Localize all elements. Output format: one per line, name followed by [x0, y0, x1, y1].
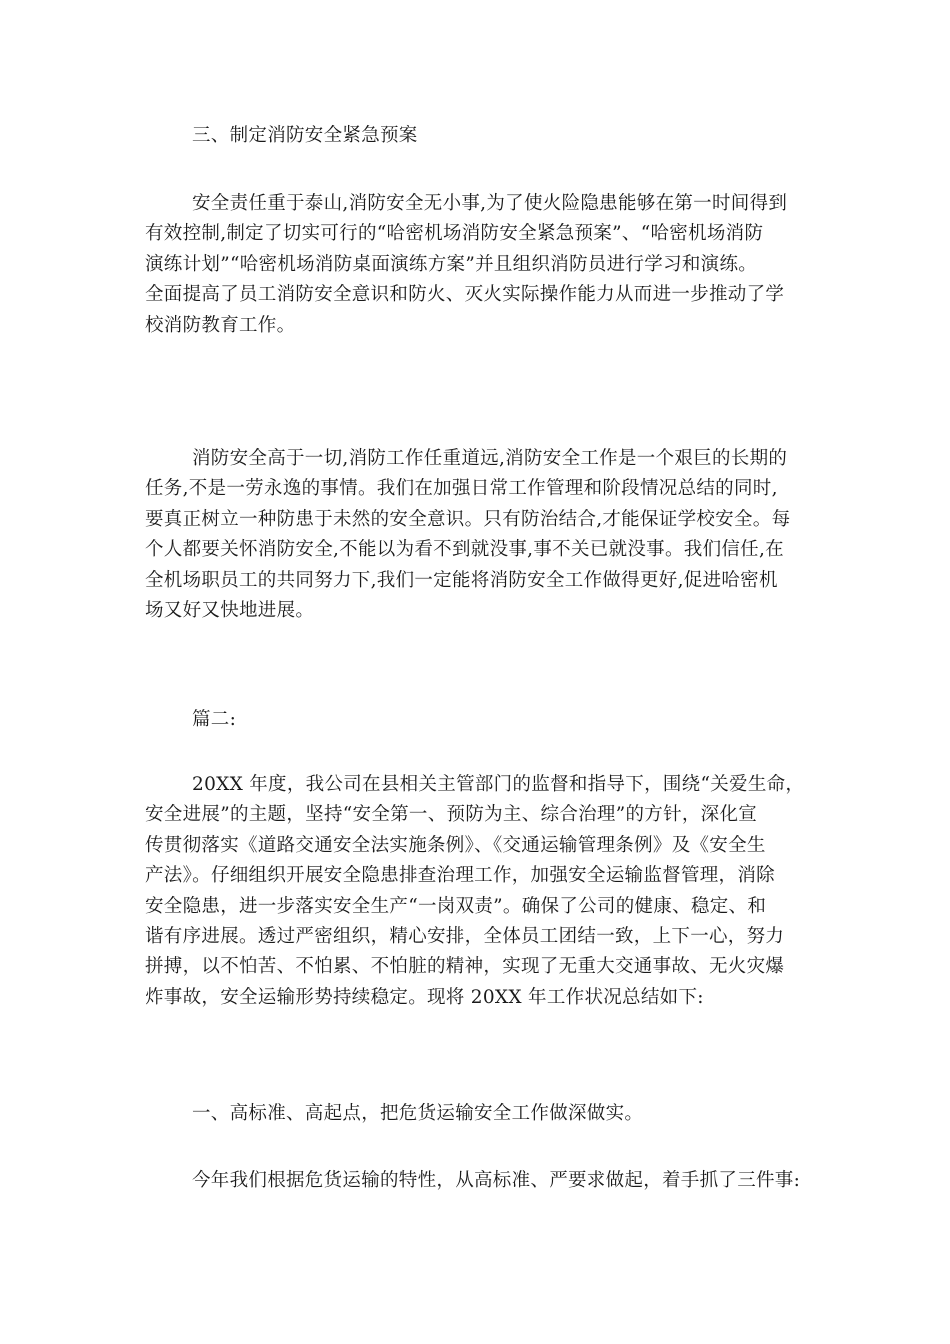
part-two-heading: 篇二: [192, 709, 237, 730]
text-line: 拼搏，以不怕苦、不怕累、不怕脏的精神，实现了无重大交通事故、无火灾爆 [145, 956, 785, 978]
text-line: 安全责任重于泰山,消防安全无小事,为了使火险隐患能够在第一时间得到 [192, 193, 788, 214]
text-line: 今年我们根据危货运输的特性，从高标准、严要求做起，着手抓了三件事: [192, 1170, 801, 1191]
text-line: 消防安全高于一切,消防工作任重道远,消防安全工作是一个艰巨的长期的 [192, 448, 788, 469]
text-line: 有效控制,制定了切实可行的“哈密机场消防安全紧急预案”、“哈密机场消防 [145, 223, 764, 245]
text-line: 安全隐患，进一步落实安全生产“一岗双责”。确保了公司的健康、稳定、和 [145, 895, 767, 917]
text-line: 20XX 年度，我公司在县相关主管部门的监督和指导下，围绕“关爱生命， [192, 774, 805, 795]
text-line: 炸事故，安全运输形势持续稳定。现将 20XX 年工作状况总结如下: [145, 986, 704, 1008]
text-line: 任务,不是一劳永逸的事情。我们在加强日常工作管理和阶段情况总结的同时, [145, 478, 778, 500]
text-line: 场又好又快地进展。 [145, 600, 315, 622]
text-line: 要真正树立一种防患于未然的安全意识。只有防治结合,才能保证学校安全。每 [145, 508, 791, 530]
text-line: 安全进展”的主题，坚持“安全第一、预防为主、综合治理”的方针，深化宣 [145, 804, 758, 826]
text-line: 演练计划”“哈密机场消防桌面演练方案”并且组织消防员进行学习和演练。 [145, 253, 758, 275]
subheading-one: 一、高标准、高起点，把危货运输安全工作做深做实。 [192, 1103, 644, 1124]
paragraph-safety-awareness [145, 444, 810, 626]
section-heading: 三、制定消防安全紧急预案 [192, 125, 418, 146]
text-line: 传贯彻落实《道路交通安全法实施条例》、《交通运输管理条例》及《安全生 [145, 834, 766, 856]
text-line: 谐有序进展。透过严密组织，精心安排，全体员工团结一致，上下一心，努力 [145, 926, 785, 948]
text-line: 产法》。仔细组织开展安全隐患排查治理工作，加强安全运输监督管理，消除 [145, 865, 775, 887]
text-line: 全机场职员工的共同努力下,我们一定能将消防安全工作做得更好,促进哈密机 [145, 569, 778, 591]
text-line: 个人都要关怀消防安全,不能以为看不到就没事,事不关已就没事。我们信任,在 [145, 539, 784, 561]
text-line: 校消防教育工作。 [145, 314, 296, 336]
paragraph-emergency-plan [145, 189, 810, 341]
paragraph-three-tasks [145, 1166, 810, 1196]
paragraph-annual-summary [145, 770, 810, 1013]
text-line: 全面提高了员工消防安全意识和防火、灭火实际操作能力从而进一步推动了学 [145, 284, 785, 306]
